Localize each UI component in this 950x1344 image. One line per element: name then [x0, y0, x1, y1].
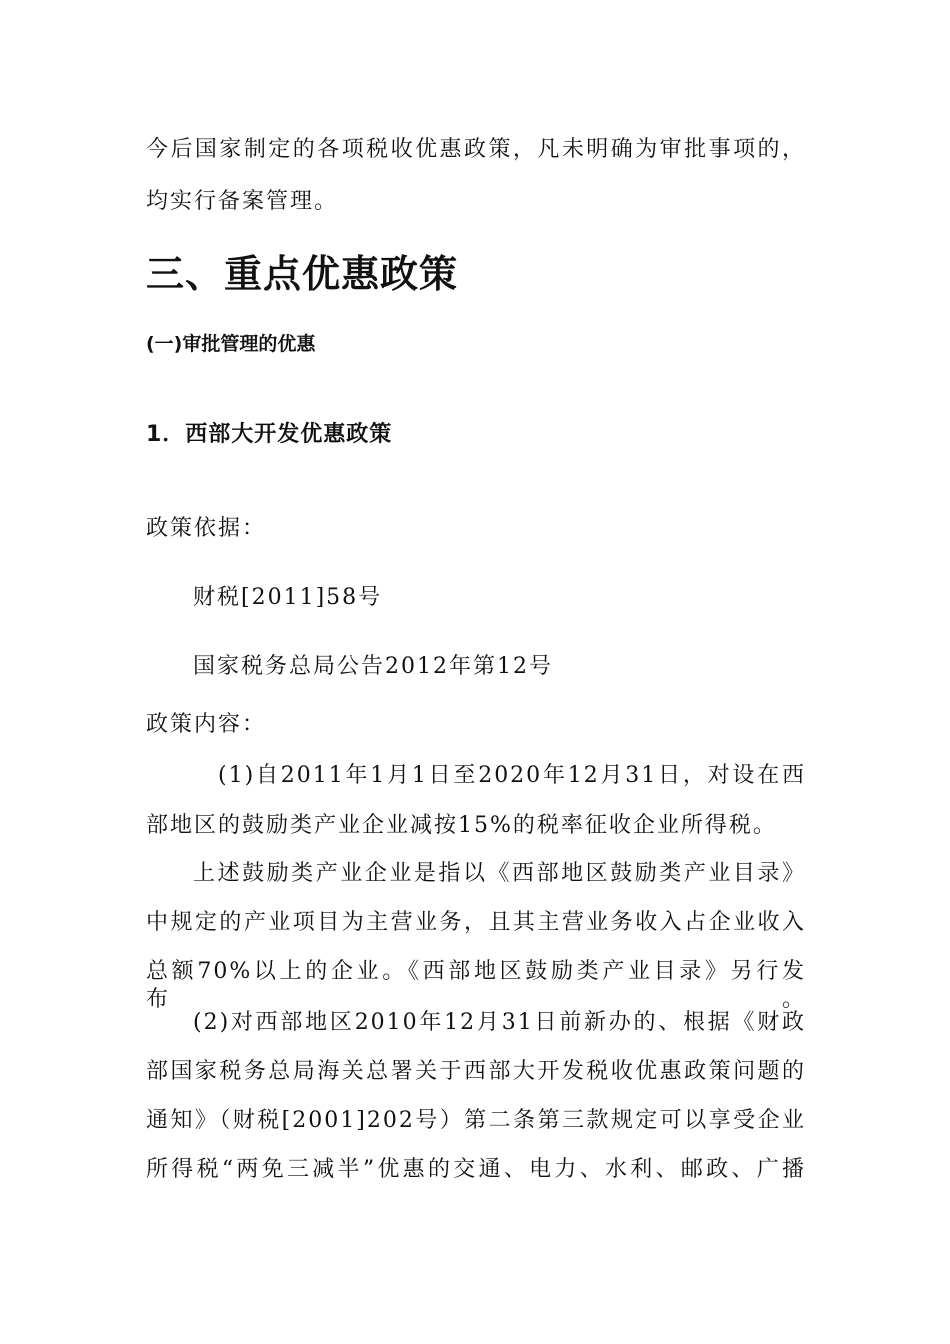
para3-line-1: (2)对西部地区2010年12月31日前新办的、根据《财政 [193, 1010, 806, 1035]
para2-line-3: 总额70%以上的企业。《西部地区鼓励类产业目录》另行发布。 [146, 959, 806, 1012]
para2-line-2: 中规定的产业项目为主营业务，且其主营业务收入占企业收入 [146, 910, 806, 935]
basis-label: 政策依据： [146, 516, 267, 541]
subsection-heading: (一)审批管理的优惠 [146, 333, 316, 355]
basis-ref-2: 国家税务总局公告2012年第12号 [193, 654, 553, 679]
intro-line-2: 均实行备案管理。 [146, 189, 339, 214]
para3-line-3: 通知》（财税[2001]202号）第二条第三款规定可以享受企业 [146, 1108, 806, 1133]
para1-line-2: 部地区的鼓励类产业企业减按15%的税率征收企业所得税。 [146, 813, 777, 838]
basis-ref-1: 财税[2011]58号 [193, 585, 383, 610]
para1-line-1: (1)自2011年1月1日至2020年12月31日，对设在西 [218, 763, 806, 788]
intro-line-1: 今后国家制定的各项税收优惠政策，凡未明确为审批事项的， [146, 137, 806, 162]
para3-line-4: 所得税“两免三减半”优惠的交通、电力、水利、邮政、广播 [146, 1157, 806, 1182]
para3-line-2: 部国家税务总局海关总署关于西部大开发税收优惠政策问题的 [146, 1059, 806, 1084]
para2-line-1: 上述鼓励类产业企业是指以《西部地区鼓励类产业目录》 [193, 861, 806, 886]
section-heading: 三、重点优惠政策 [146, 252, 459, 296]
content-label: 政策内容： [146, 712, 267, 737]
item-heading: 1．西部大开发优惠政策 [146, 422, 393, 447]
